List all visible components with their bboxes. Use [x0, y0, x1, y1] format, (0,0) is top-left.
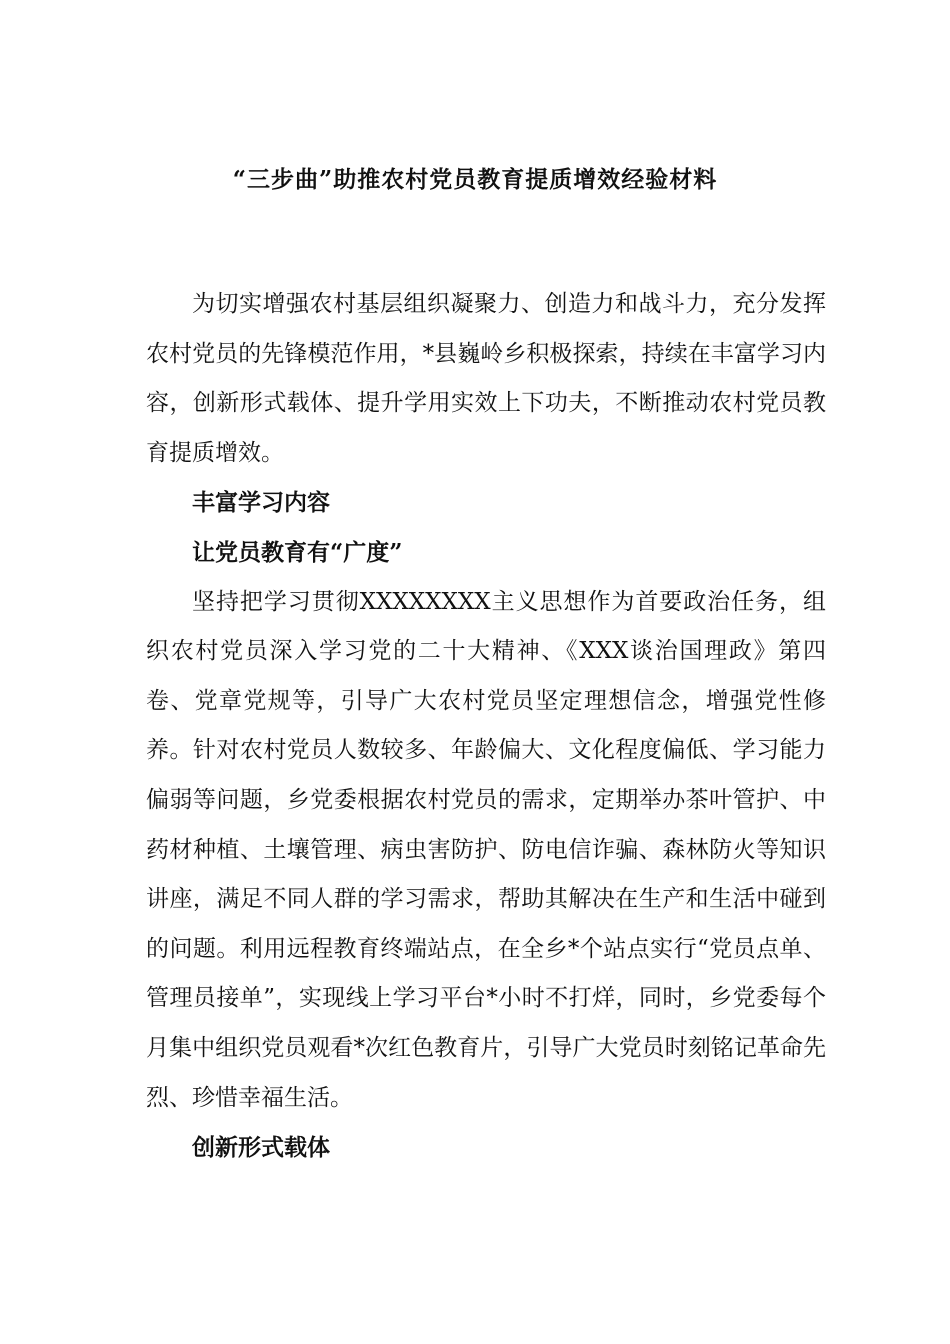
document-title: “三步曲”助推农村党员教育提质增效经验材料: [232, 166, 718, 193]
content-paragraph: 坚持把学习贯彻XXXXXXXX主义思想作为首要政治任务，组织农村党员深入学习党的二十大精神、《XXX谈治国理政》第四卷、党章党规等，引导广大农村党员坚定理想信念，增强党性修养。针对农村党员人数较多、年龄偏大、文化程度偏低、学习能力偏弱等问题，乡党委根据农村党员的需求，定期举办茶叶管护、中药材种植、土壤管理、病虫害防护、防电信诈骗、森林防火等知识讲座，满足不同人群的学习需求，帮助其解决在生产和生活中碰到的问题。利用远程教育终端站点，在全乡*个站点实行“党员点单、管理员接单”，实现线上学习平台*小时不打烊，同时，乡党委每个月集中组织党员观看*次红色教育片，引导广大党员时刻铭记革命先烈、珍惜幸福生活。: [146, 588, 826, 1111]
document-body: [146, 280, 826, 1173]
section-subheading-breadth: 让党员教育有“广度”: [192, 538, 403, 566]
intro-paragraph: 为切实增强农村基层组织凝聚力、创造力和战斗力，充分发挥农村党员的先锋模范作用，*县巍岭乡积极探索，持续在丰富学习内容，创新形式载体、提升学用实效上下功夫，不断推动农村党员教育提质增效。: [146, 291, 826, 466]
section-heading-content: 丰富学习内容: [192, 489, 330, 517]
section-heading-innovation: 创新形式载体: [192, 1134, 330, 1162]
